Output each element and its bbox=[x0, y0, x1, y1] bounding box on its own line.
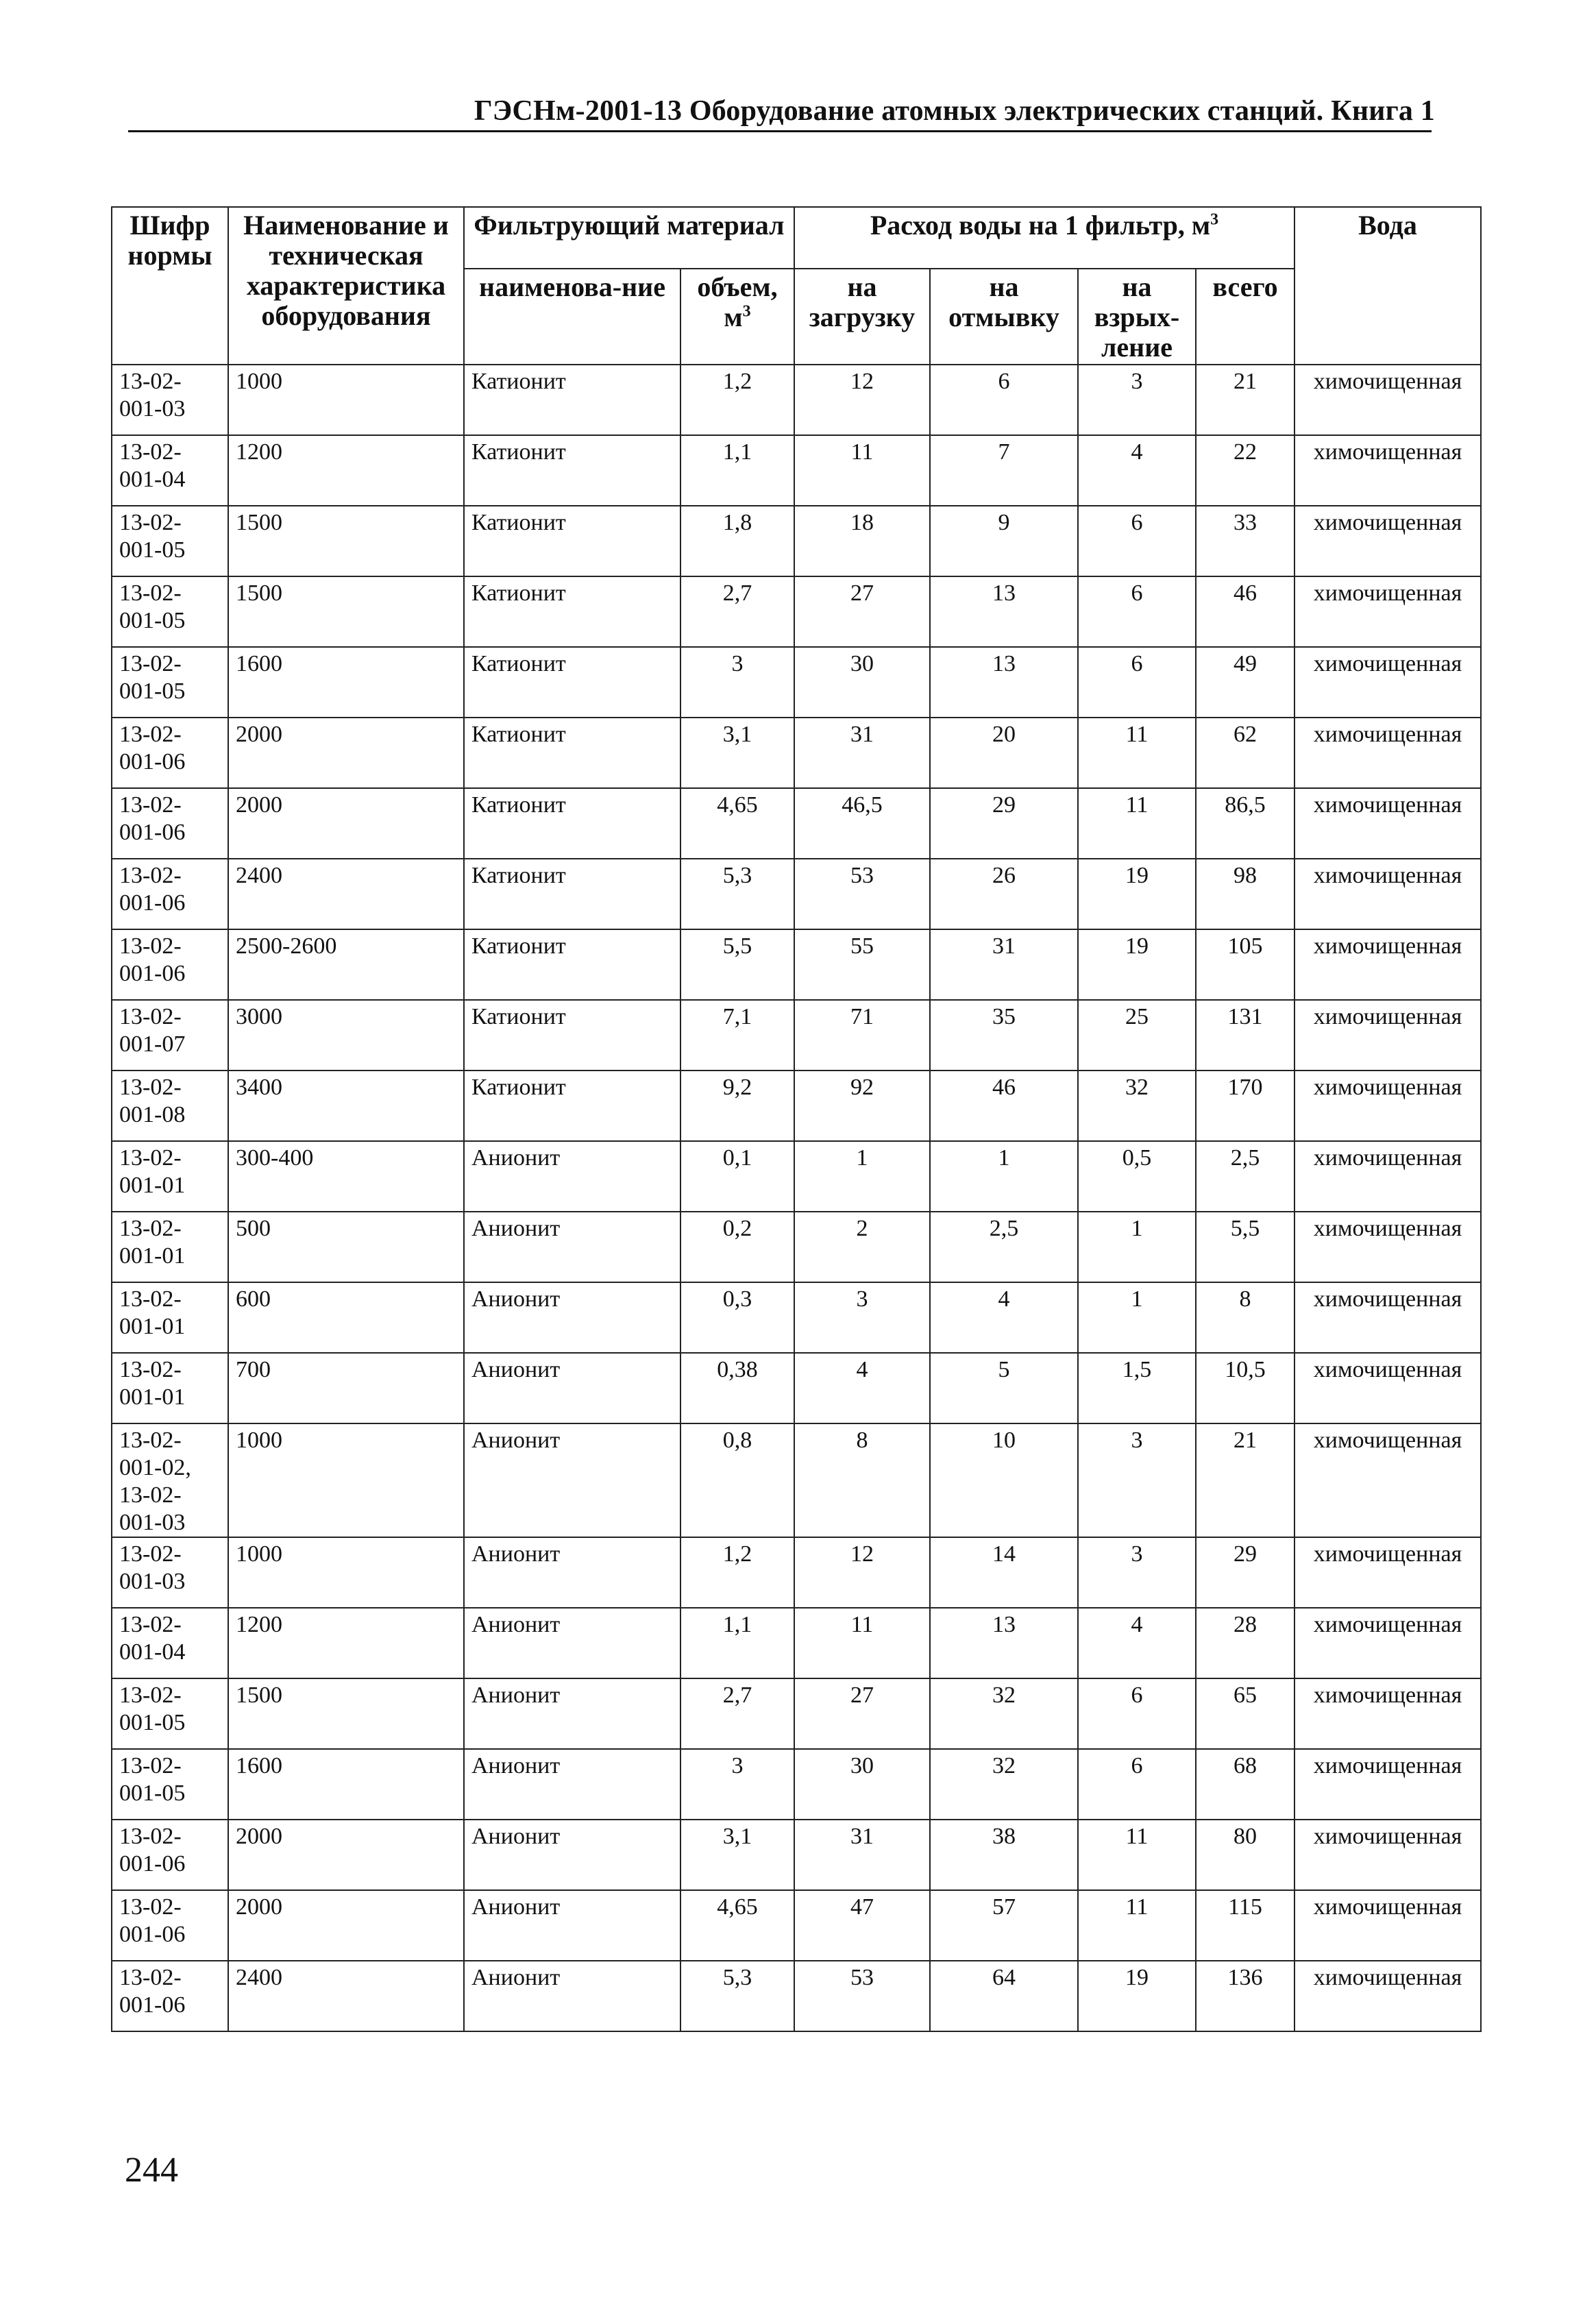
cell-code: 13-02-001-07 bbox=[112, 1000, 228, 1071]
cell-volume: 4,65 bbox=[680, 1890, 794, 1961]
cell-load: 71 bbox=[794, 1000, 930, 1071]
cell-loosen: 6 bbox=[1078, 1749, 1196, 1820]
cell-material: Катионит bbox=[464, 365, 680, 435]
cell-material: Анионит bbox=[464, 1212, 680, 1282]
cell-water: химочищенная bbox=[1294, 365, 1481, 435]
cell-water: химочищенная bbox=[1294, 1141, 1481, 1212]
cell-code: 13-02-001-05 bbox=[112, 576, 228, 647]
header-water-flow-text: Расход воды на 1 фильтр, м bbox=[870, 210, 1211, 241]
cell-material: Анионит bbox=[464, 1678, 680, 1749]
cell-volume: 3 bbox=[680, 647, 794, 718]
cell-load: 18 bbox=[794, 506, 930, 576]
table-row bbox=[112, 576, 1481, 647]
cell-load: 31 bbox=[794, 1820, 930, 1890]
cell-total: 21 bbox=[1196, 1423, 1294, 1537]
cell-total: 21 bbox=[1196, 365, 1294, 435]
cell-total: 65 bbox=[1196, 1678, 1294, 1749]
cell-wash: 9 bbox=[930, 506, 1078, 576]
cell-loosen: 11 bbox=[1078, 788, 1196, 859]
cell-water: химочищенная bbox=[1294, 1537, 1481, 1608]
cell-material: Катионит bbox=[464, 506, 680, 576]
cell-material: Анионит bbox=[464, 1820, 680, 1890]
cell-volume: 1,2 bbox=[680, 1537, 794, 1608]
cell-material: Катионит bbox=[464, 576, 680, 647]
cell-load: 2 bbox=[794, 1212, 930, 1282]
table-row bbox=[112, 859, 1481, 929]
cell-code: 13-02-001-05 bbox=[112, 506, 228, 576]
header-loosen: на взрых-ление bbox=[1078, 269, 1196, 365]
cell-load: 3 bbox=[794, 1282, 930, 1353]
cell-total: 33 bbox=[1196, 506, 1294, 576]
cell-wash: 10 bbox=[930, 1423, 1078, 1537]
cell-load: 27 bbox=[794, 1678, 930, 1749]
table-row bbox=[112, 929, 1481, 1000]
cell-total: 62 bbox=[1196, 718, 1294, 788]
cell-code: 13-02-001-06 bbox=[112, 929, 228, 1000]
cell-load: 11 bbox=[794, 1608, 930, 1678]
cell-volume: 7,1 bbox=[680, 1000, 794, 1071]
cell-load: 31 bbox=[794, 718, 930, 788]
table-row bbox=[112, 647, 1481, 718]
table-row bbox=[112, 1678, 1481, 1749]
cell-total: 105 bbox=[1196, 929, 1294, 1000]
cell-total: 115 bbox=[1196, 1890, 1294, 1961]
cell-wash: 57 bbox=[930, 1890, 1078, 1961]
cell-total: 80 bbox=[1196, 1820, 1294, 1890]
table-row bbox=[112, 1961, 1481, 2031]
header-water-flow bbox=[794, 207, 1294, 269]
header-rule bbox=[128, 130, 1432, 132]
cell-total: 49 bbox=[1196, 647, 1294, 718]
cell-water: химочищенная bbox=[1294, 1071, 1481, 1141]
cell-water: химочищенная bbox=[1294, 1820, 1481, 1890]
cell-wash: 46 bbox=[930, 1071, 1078, 1141]
cell-material: Анионит bbox=[464, 1282, 680, 1353]
cell-water: химочищенная bbox=[1294, 647, 1481, 718]
table-row bbox=[112, 435, 1481, 506]
cell-volume: 0,1 bbox=[680, 1141, 794, 1212]
cell-material: Катионит bbox=[464, 1071, 680, 1141]
cell-equipment: 2000 bbox=[228, 1820, 464, 1890]
cell-equipment: 2000 bbox=[228, 1890, 464, 1961]
cell-load: 30 bbox=[794, 647, 930, 718]
cell-wash: 13 bbox=[930, 1608, 1078, 1678]
cell-loosen: 1 bbox=[1078, 1212, 1196, 1282]
cell-volume: 2,7 bbox=[680, 576, 794, 647]
cell-equipment: 1000 bbox=[228, 1423, 464, 1537]
table-row bbox=[112, 1890, 1481, 1961]
cell-water: химочищенная bbox=[1294, 929, 1481, 1000]
cell-equipment: 2500-2600 bbox=[228, 929, 464, 1000]
table-row bbox=[112, 1608, 1481, 1678]
cell-material: Катионит bbox=[464, 718, 680, 788]
cell-material: Анионит bbox=[464, 1423, 680, 1537]
cell-volume: 0,3 bbox=[680, 1282, 794, 1353]
cell-total: 131 bbox=[1196, 1000, 1294, 1071]
cell-volume: 2,7 bbox=[680, 1678, 794, 1749]
cell-code: 13-02-001-06 bbox=[112, 859, 228, 929]
cell-loosen: 6 bbox=[1078, 576, 1196, 647]
cell-equipment: 1200 bbox=[228, 1608, 464, 1678]
cell-equipment: 1200 bbox=[228, 435, 464, 506]
cell-wash: 2,5 bbox=[930, 1212, 1078, 1282]
cell-equipment: 2400 bbox=[228, 1961, 464, 2031]
cell-loosen: 11 bbox=[1078, 718, 1196, 788]
cell-total: 98 bbox=[1196, 859, 1294, 929]
cell-wash: 14 bbox=[930, 1537, 1078, 1608]
table-row bbox=[112, 1537, 1481, 1608]
cell-wash: 38 bbox=[930, 1820, 1078, 1890]
cell-equipment: 1600 bbox=[228, 647, 464, 718]
cell-code: 13-02-001-06 bbox=[112, 1820, 228, 1890]
cell-total: 136 bbox=[1196, 1961, 1294, 2031]
header-material-volume-sup: 3 bbox=[742, 302, 751, 321]
header-material-volume bbox=[680, 269, 794, 365]
cell-load: 53 bbox=[794, 859, 930, 929]
cell-loosen: 3 bbox=[1078, 365, 1196, 435]
cell-code: 13-02-001-06 bbox=[112, 788, 228, 859]
cell-equipment: 300-400 bbox=[228, 1141, 464, 1212]
cell-load: 46,5 bbox=[794, 788, 930, 859]
cell-equipment: 1500 bbox=[228, 1678, 464, 1749]
cell-material: Анионит bbox=[464, 1749, 680, 1820]
header-water-flow-sup: 3 bbox=[1210, 210, 1219, 229]
table-row bbox=[112, 1423, 1481, 1537]
cell-loosen: 1,5 bbox=[1078, 1353, 1196, 1423]
header-wash: на отмывку bbox=[930, 269, 1078, 365]
cell-wash: 32 bbox=[930, 1749, 1078, 1820]
table-row bbox=[112, 1141, 1481, 1212]
cell-load: 11 bbox=[794, 435, 930, 506]
cell-volume: 0,8 bbox=[680, 1423, 794, 1537]
cell-loosen: 0,5 bbox=[1078, 1141, 1196, 1212]
cell-wash: 64 bbox=[930, 1961, 1078, 2031]
page-number: 244 bbox=[125, 2151, 178, 2190]
cell-water: химочищенная bbox=[1294, 1000, 1481, 1071]
cell-wash: 4 bbox=[930, 1282, 1078, 1353]
cell-water: химочищенная bbox=[1294, 1890, 1481, 1961]
table-row bbox=[112, 1353, 1481, 1423]
cell-total: 29 bbox=[1196, 1537, 1294, 1608]
table-row bbox=[112, 1282, 1481, 1353]
cell-equipment: 700 bbox=[228, 1353, 464, 1423]
cell-code: 13-02-001-04 bbox=[112, 435, 228, 506]
cell-total: 68 bbox=[1196, 1749, 1294, 1820]
cell-material: Анионит bbox=[464, 1608, 680, 1678]
cell-loosen: 6 bbox=[1078, 647, 1196, 718]
cell-equipment: 2400 bbox=[228, 859, 464, 929]
header-equipment: Наименование и техническая характеристика оборудования bbox=[228, 207, 464, 365]
header-filter-material: Фильтрующий материал bbox=[464, 207, 794, 269]
header-material-volume-text: объем, м bbox=[697, 271, 778, 332]
cell-water: химочищенная bbox=[1294, 1608, 1481, 1678]
cell-volume: 5,3 bbox=[680, 859, 794, 929]
cell-total: 5,5 bbox=[1196, 1212, 1294, 1282]
cell-volume: 5,5 bbox=[680, 929, 794, 1000]
cell-water: химочищенная bbox=[1294, 1423, 1481, 1537]
table-row bbox=[112, 1749, 1481, 1820]
cell-code: 13-02-001-05 bbox=[112, 1678, 228, 1749]
cell-load: 92 bbox=[794, 1071, 930, 1141]
cell-volume: 1,1 bbox=[680, 435, 794, 506]
cell-load: 12 bbox=[794, 365, 930, 435]
cell-total: 2,5 bbox=[1196, 1141, 1294, 1212]
cell-equipment: 3000 bbox=[228, 1000, 464, 1071]
cell-loosen: 1 bbox=[1078, 1282, 1196, 1353]
cell-code: 13-02-001-01 bbox=[112, 1212, 228, 1282]
cell-water: химочищенная bbox=[1294, 506, 1481, 576]
cell-code: 13-02-001-05 bbox=[112, 647, 228, 718]
cell-wash: 20 bbox=[930, 718, 1078, 788]
table-row bbox=[112, 1212, 1481, 1282]
cell-wash: 6 bbox=[930, 365, 1078, 435]
cell-loosen: 19 bbox=[1078, 859, 1196, 929]
cell-volume: 0,38 bbox=[680, 1353, 794, 1423]
cell-wash: 13 bbox=[930, 647, 1078, 718]
cell-wash: 5 bbox=[930, 1353, 1078, 1423]
cell-code: 13-02-001-01 bbox=[112, 1282, 228, 1353]
cell-total: 8 bbox=[1196, 1282, 1294, 1353]
cell-load: 12 bbox=[794, 1537, 930, 1608]
cell-loosen: 11 bbox=[1078, 1890, 1196, 1961]
header-material-name: наименова-ние bbox=[464, 269, 680, 365]
cell-water: химочищенная bbox=[1294, 1353, 1481, 1423]
cell-loosen: 6 bbox=[1078, 1678, 1196, 1749]
cell-material: Катионит bbox=[464, 859, 680, 929]
cell-wash: 13 bbox=[930, 576, 1078, 647]
cell-wash: 7 bbox=[930, 435, 1078, 506]
cell-loosen: 4 bbox=[1078, 435, 1196, 506]
cell-code: 13-02-001-02, 13-02-001-03 bbox=[112, 1423, 228, 1537]
cell-code: 13-02-001-06 bbox=[112, 1890, 228, 1961]
cell-water: химочищенная bbox=[1294, 1282, 1481, 1353]
cell-wash: 26 bbox=[930, 859, 1078, 929]
cell-material: Анионит bbox=[464, 1961, 680, 2031]
table-row bbox=[112, 1071, 1481, 1141]
cell-total: 170 bbox=[1196, 1071, 1294, 1141]
cell-volume: 1,1 bbox=[680, 1608, 794, 1678]
cell-volume: 1,2 bbox=[680, 365, 794, 435]
cell-wash: 35 bbox=[930, 1000, 1078, 1071]
cell-loosen: 6 bbox=[1078, 506, 1196, 576]
cell-loosen: 19 bbox=[1078, 1961, 1196, 2031]
table-row bbox=[112, 718, 1481, 788]
cell-volume: 1,8 bbox=[680, 506, 794, 576]
cell-equipment: 500 bbox=[228, 1212, 464, 1282]
cell-load: 53 bbox=[794, 1961, 930, 2031]
table-row bbox=[112, 365, 1481, 435]
cell-total: 86,5 bbox=[1196, 788, 1294, 859]
header-water: Вода bbox=[1294, 207, 1481, 365]
cell-total: 10,5 bbox=[1196, 1353, 1294, 1423]
cell-volume: 5,3 bbox=[680, 1961, 794, 2031]
table-row bbox=[112, 1000, 1481, 1071]
cell-code: 13-02-001-04 bbox=[112, 1608, 228, 1678]
cell-equipment: 600 bbox=[228, 1282, 464, 1353]
cell-load: 30 bbox=[794, 1749, 930, 1820]
header-code: Шифр нормы bbox=[112, 207, 228, 365]
table-row bbox=[112, 506, 1481, 576]
cell-total: 28 bbox=[1196, 1608, 1294, 1678]
page-header-title: ГЭСНм-2001-13 Оборудование атомных электрических станций. Книга 1 bbox=[474, 95, 1435, 127]
cell-wash: 31 bbox=[930, 929, 1078, 1000]
cell-material: Катионит bbox=[464, 788, 680, 859]
cell-water: химочищенная bbox=[1294, 435, 1481, 506]
cell-load: 55 bbox=[794, 929, 930, 1000]
cell-water: химочищенная bbox=[1294, 1749, 1481, 1820]
cell-material: Анионит bbox=[464, 1890, 680, 1961]
water-consumption-table bbox=[111, 206, 1482, 2032]
cell-water: химочищенная bbox=[1294, 718, 1481, 788]
cell-material: Анионит bbox=[464, 1353, 680, 1423]
header-load: на загрузку bbox=[794, 269, 930, 365]
cell-volume: 4,65 bbox=[680, 788, 794, 859]
cell-water: химочищенная bbox=[1294, 1961, 1481, 2031]
cell-load: 27 bbox=[794, 576, 930, 647]
cell-total: 22 bbox=[1196, 435, 1294, 506]
table-row bbox=[112, 1820, 1481, 1890]
cell-code: 13-02-001-06 bbox=[112, 1961, 228, 2031]
cell-equipment: 1500 bbox=[228, 506, 464, 576]
cell-loosen: 3 bbox=[1078, 1423, 1196, 1537]
cell-material: Анионит bbox=[464, 1141, 680, 1212]
cell-loosen: 4 bbox=[1078, 1608, 1196, 1678]
cell-loosen: 11 bbox=[1078, 1820, 1196, 1890]
cell-water: химочищенная bbox=[1294, 1212, 1481, 1282]
table-row bbox=[112, 788, 1481, 859]
cell-equipment: 1000 bbox=[228, 1537, 464, 1608]
cell-code: 13-02-001-01 bbox=[112, 1141, 228, 1212]
cell-loosen: 3 bbox=[1078, 1537, 1196, 1608]
cell-load: 8 bbox=[794, 1423, 930, 1537]
cell-code: 13-02-001-01 bbox=[112, 1353, 228, 1423]
cell-water: химочищенная bbox=[1294, 1678, 1481, 1749]
cell-load: 4 bbox=[794, 1353, 930, 1423]
cell-wash: 32 bbox=[930, 1678, 1078, 1749]
cell-equipment: 1500 bbox=[228, 576, 464, 647]
cell-code: 13-02-001-03 bbox=[112, 365, 228, 435]
cell-water: химочищенная bbox=[1294, 788, 1481, 859]
cell-volume: 9,2 bbox=[680, 1071, 794, 1141]
cell-code: 13-02-001-03 bbox=[112, 1537, 228, 1608]
cell-material: Катионит bbox=[464, 1000, 680, 1071]
cell-equipment: 2000 bbox=[228, 788, 464, 859]
header-total: всего bbox=[1196, 269, 1294, 365]
cell-total: 46 bbox=[1196, 576, 1294, 647]
table-body bbox=[112, 365, 1481, 2031]
cell-material: Катионит bbox=[464, 647, 680, 718]
cell-wash: 29 bbox=[930, 788, 1078, 859]
cell-loosen: 32 bbox=[1078, 1071, 1196, 1141]
cell-load: 47 bbox=[794, 1890, 930, 1961]
cell-material: Катионит bbox=[464, 929, 680, 1000]
cell-equipment: 3400 bbox=[228, 1071, 464, 1141]
cell-volume: 3,1 bbox=[680, 718, 794, 788]
cell-material: Катионит bbox=[464, 435, 680, 506]
cell-equipment: 2000 bbox=[228, 718, 464, 788]
cell-equipment: 1000 bbox=[228, 365, 464, 435]
cell-code: 13-02-001-05 bbox=[112, 1749, 228, 1820]
cell-loosen: 25 bbox=[1078, 1000, 1196, 1071]
cell-load: 1 bbox=[794, 1141, 930, 1212]
cell-wash: 1 bbox=[930, 1141, 1078, 1212]
cell-material: Анионит bbox=[464, 1537, 680, 1608]
cell-volume: 3 bbox=[680, 1749, 794, 1820]
cell-equipment: 1600 bbox=[228, 1749, 464, 1820]
cell-water: химочищенная bbox=[1294, 859, 1481, 929]
cell-code: 13-02-001-08 bbox=[112, 1071, 228, 1141]
cell-volume: 3,1 bbox=[680, 1820, 794, 1890]
cell-code: 13-02-001-06 bbox=[112, 718, 228, 788]
cell-loosen: 19 bbox=[1078, 929, 1196, 1000]
cell-water: химочищенная bbox=[1294, 576, 1481, 647]
cell-volume: 0,2 bbox=[680, 1212, 794, 1282]
